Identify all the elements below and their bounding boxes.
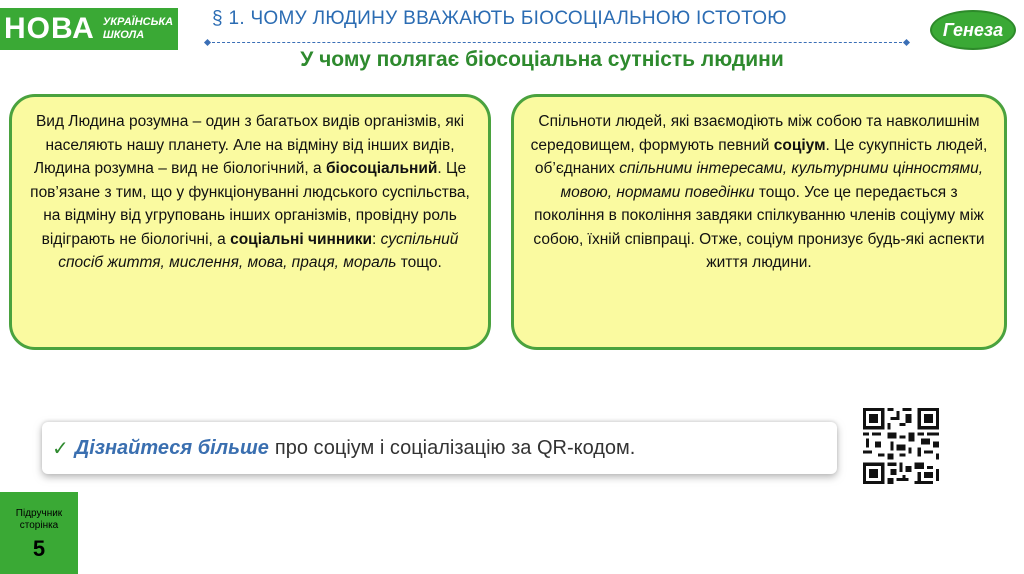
right-card-text-3: тощо. Усе це передається з покоління в покоління завдяки спілкуванню членів соціуму між собою, їхній співпраці. Отже, соціум пронизує будь-які аспекти життя людини.: [533, 183, 985, 271]
left-card-text-2: . Це пов’язане з тим, що у функціонуванні людського суспільства, на відміну від угруповань інших організмів, провідну роль відіграють не біологічні, а: [30, 160, 470, 248]
left-card-text-1: Вид Людина розумна – один з багатьох видів організмів, які населяють нашу планету. Але на відміну від інших видів, Людина розумна – вид не біологічний, а: [33, 113, 465, 177]
right-card-bold-1: соціум: [773, 136, 826, 154]
learn-more-text: про соціум і соціалізацію за QR-кодом.: [274, 436, 636, 459]
section-title: § 1. ЧОМУ ЛЮДИНУ ВВАЖАЮТЬ БІОСОЦІАЛЬНОЮ ІСТОТОЮ: [212, 8, 787, 29]
page-number: 5: [32, 536, 46, 561]
left-card-bold-1: біосоціальний: [325, 160, 438, 177]
right-card-italic-1: спільними інтересами, культурними цінностями, мовою, нормами поведінки: [560, 160, 984, 201]
geneza-logo-text: Генеза: [942, 19, 1004, 40]
logo-nova-line1: УКРАЇНСЬКА: [102, 16, 174, 28]
logo-nova-subtext: [103, 16, 173, 42]
divider-dot-right: [903, 39, 910, 46]
qr-code-icon[interactable]: [863, 408, 939, 484]
left-card-italic-1: суспільний спосіб життя, мислення, мова, праця, мораль: [58, 230, 459, 271]
page-box-label-2: сторінка: [19, 520, 59, 531]
right-card-text-1: Спільноти людей, які взаємодіють між собою та навколишнім середовищем, формують певний: [530, 113, 980, 154]
left-card-bold-2: соціальні чинники: [230, 230, 373, 248]
left-card-text-3: :: [372, 230, 381, 248]
textbook-page-box: [0, 492, 78, 574]
left-card-text-4: тощо.: [396, 254, 442, 271]
geneza-logo: [930, 10, 1016, 50]
header-divider: [207, 42, 907, 43]
right-card-text-2: . Це сукупність людей, об’єднаних: [534, 136, 988, 177]
left-text-card: [9, 94, 491, 350]
slide-subtitle: У чому полягає біосоціальна сутність людини: [300, 48, 784, 71]
learn-more-banner: [42, 422, 837, 474]
logo-nova-line2: ШКОЛА: [102, 29, 145, 41]
page-box-label-1: Підручник: [15, 508, 63, 519]
divider-dot-left: [204, 39, 211, 46]
learn-more-emphasis: Дізнайтеся більше: [74, 436, 269, 459]
logo-nova-text: НОВА: [4, 12, 95, 45]
right-text-card: [511, 94, 1007, 350]
check-icon: ✓: [52, 437, 69, 460]
nova-ukrainska-shkola-logo: [0, 8, 178, 50]
